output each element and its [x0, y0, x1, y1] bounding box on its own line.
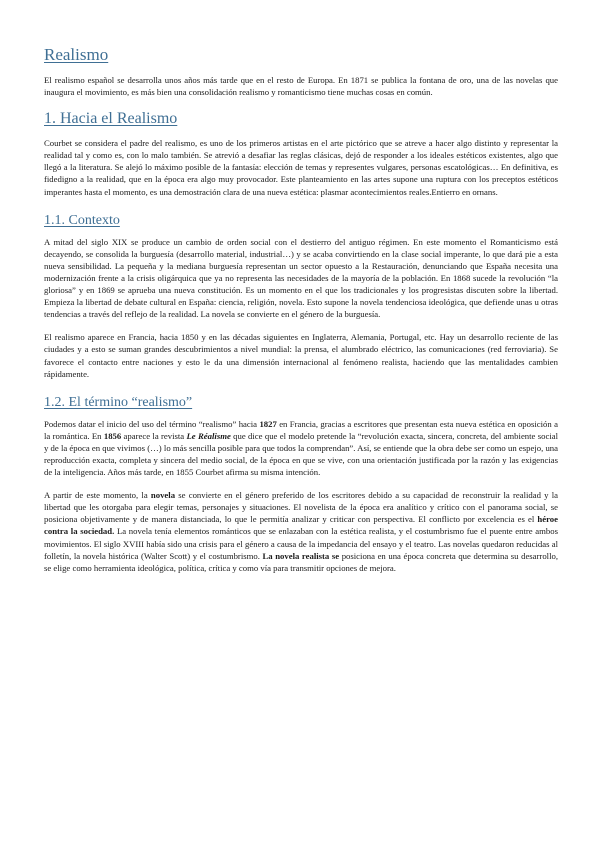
- contexto-paragraph-2: El realismo aparece en Francia, hacia 1850 y en las décadas siguientes en Inglaterra, Alemania, Portugal, etc. Hay un desarrollo reciente de las ciudades y a esto se suman grandes descubrimientos a nivel mundial: la prensa, el alumbrado eléctrico, las comunicaciones (red ferroviaria). Se favorece el contacto entre naciones y esto le da una dimensión internacional al fenómeno realista, haciendo que las mentalidades cambien rápidamente.: [44, 332, 558, 379]
- year-1856: 1856: [103, 430, 122, 441]
- termino-paragraph-1: [44, 418, 558, 478]
- text-run: posiciona en una época concreta que determina su desarrollo, se elige como herramienta ideológica, política, crítica y como vía para transmitir opciones de mejora.: [44, 550, 559, 573]
- text-run: aparece la revista: [121, 430, 187, 441]
- text-run: La novela tenía elementos románticos que se enlazaban con la estética realista, y el costumbrismo fue el puente entre ambos movimientos. El siglo XVIII había sido una crisis para el género a causa de la impedancia del ensayo y el teatro. Las novelas quedaron reducidas al folletín, la novela histórica (Walter Scott) y el costumbrismo.: [44, 526, 558, 561]
- bold-heroe: héroe contra la sociedad.: [44, 514, 558, 537]
- termino-paragraph-2: [44, 489, 558, 574]
- text-run: se convierte en el género preferido de los escritores debido a su capacidad de reconstruir la realidad y la libertad que les otorgaba para elegir temas, personajes y situaciones. El novelista de la época era analítico y crítico con el panorama social, se posiciona objetivamente y de manera distanciada, lo que le permitía analizar y criticar con perspectiva. El conflicto por excelencia es el: [44, 490, 558, 525]
- text-run: en Francia, gracias a escritores que presentan esta nueva estética en oposición a la romántica. En: [44, 418, 558, 441]
- subsection-heading-contexto: 1.1. Contexto: [44, 212, 120, 228]
- subsection-heading-termino-realismo: 1.2. El término “realismo”: [44, 394, 193, 410]
- bold-novela: novela: [150, 490, 176, 501]
- section-heading-hacia-el-realismo: 1. Hacia el Realismo: [44, 110, 178, 128]
- intro-paragraph: El realismo español se desarrolla unos años más tarde que en el resto de Europa. En 1871 se publica la fontana de oro, una de las novelas que inaugura el movimiento, es más bien una consolidación realismo y romanticismo tiene muchas cosas en común.: [44, 75, 558, 98]
- text-run: que dice que el modelo pretende la “revolución exacta, sincera, concreta, del ambiente social y de la época en que vivimos (…) lo más sencilla posible para que todos la comprendan”. Así, se entiende que la obra debe ser como un espejo, una reproducción exacta, completa y sincera del medio social, de la época en que se vive, con una orientación justificada por la razón y las exigencias de la inteligencia. Años más tarde, en 1855 Courbet afirma su misma intención.: [44, 430, 559, 478]
- year-1827: 1827: [259, 418, 277, 429]
- magazine-title: Le Réalisme: [186, 430, 231, 441]
- text-run: A partir de este momento, la: [44, 490, 151, 501]
- document-page: [44, 44, 558, 574]
- contexto-paragraph-1: A mitad del siglo XIX se produce un cambio de orden social con el destierro del antiguo régimen. En este momento el Romanticismo está decayendo, se consolida la burguesía (desarrollo material, industrial…) y se acaba convirtiendo en la clase social imperante, lo que dará pie a esta nueva sensibilidad. La pequeña y la mediana burguesía representan un sector opuesto a la Restauración, denunciando que España necesita una modernización frente a la crisis oligárquica que ya no representa las necesidades de la mayoría de la población. En 1868 sucede la revolución “la gloriosa” y en 1869 se aprueba una nueva constitución. Es un momento en el que los tradicionales y los progresistas discuten sobre la libertad. Empieza la libertad de debate cultural en España: ciencia, religión, novela. Esto supone la novela tendenciosa ideológica, que defiende unas u otras tendencias a través del reflejo de la realidad. La novela se convierte en el género de la burguesía.: [44, 236, 558, 320]
- text-run: Podemos datar el inicio del uso del término “realismo” hacia: [44, 418, 260, 429]
- document-title: Realismo: [44, 45, 109, 64]
- courbet-paragraph: Courbet se considera el padre del realismo, es uno de los primeros artistas en el arte pictórico que se atreve a hacer algo distinto y representar la realidad tal y como es, con lo malo también. Se atrevió a desafiar las reglas clásicas, dejó de responder a los ideales estéticos existentes, algo que llegó a la literatura. Se alejó lo máximo posible de la fantasía: elección de temas y representes vulgares, personas escatológicas… En definitiva, es fidedigno a la realidad, que en la época era algo muy provocador. Este planteamiento en las artes supone una ruptura con los preceptos estéticos imperantes hasta el momento, es una demostración clara de una nueva estética: plasmar acontecimientos reales.Entierro en ornans.: [44, 138, 558, 197]
- bold-novela-realista: La novela realista se: [262, 550, 340, 561]
